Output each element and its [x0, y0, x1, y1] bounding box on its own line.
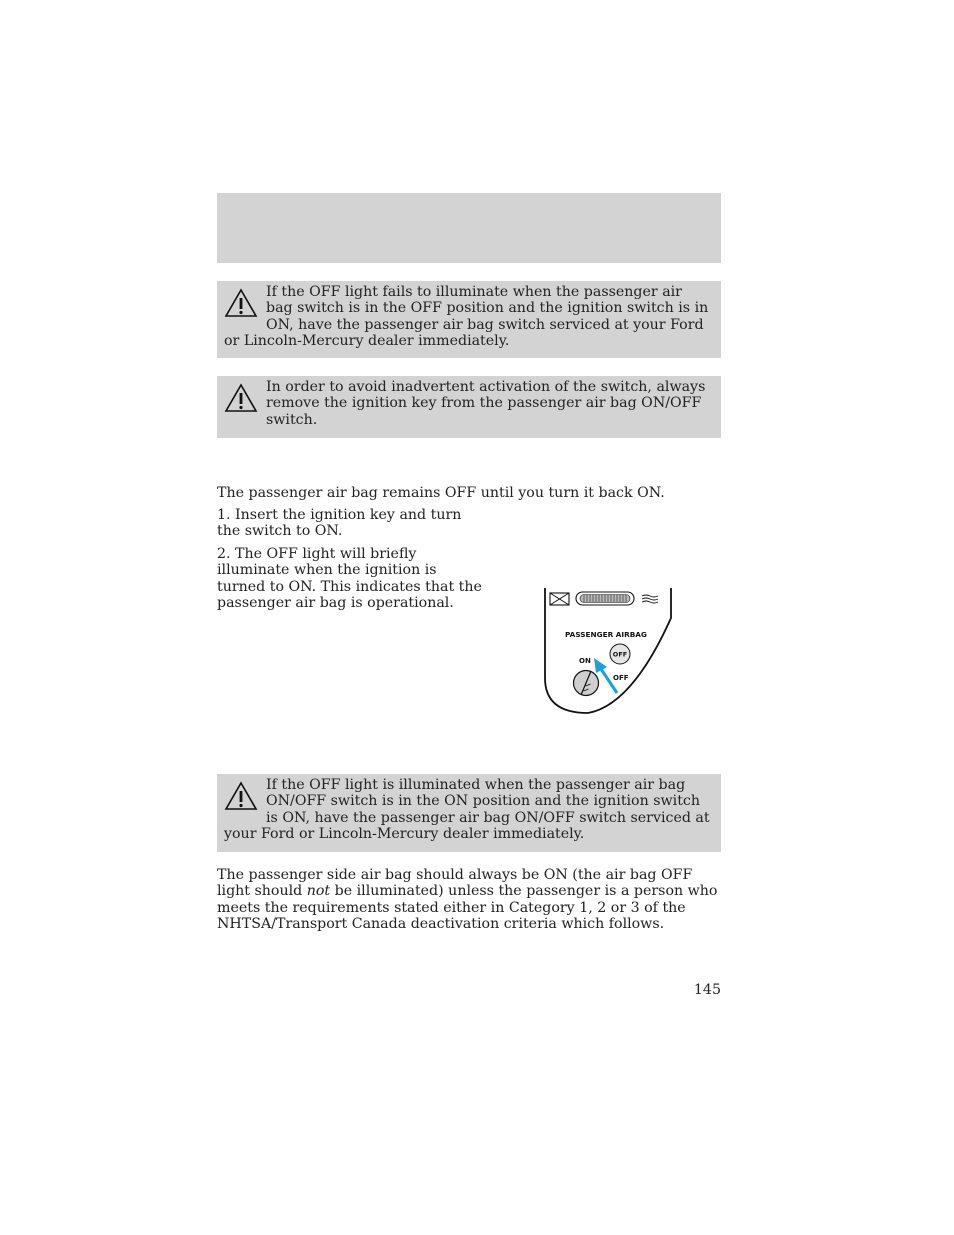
warning-box: [217, 376, 721, 438]
off-lamp-label: OFF: [612, 650, 628, 659]
key-switch-icon: [574, 671, 599, 696]
panel-label: PASSENGER AIRBAG: [565, 630, 647, 639]
intro-paragraph: The passenger air bag remains OFF until you turn it back ON.: [217, 485, 665, 501]
warning-text: If the OFF light fails to illuminate when the passenger air bag switch is in the OFF position and the ignition switch is in ON, have the passenger air bag switch serviced at your Ford or Lincoln-Mercury dealer immediately.: [224, 284, 709, 349]
thumbwheel-icon: [576, 592, 634, 605]
on-position-label: ON: [579, 657, 591, 665]
section-header-band: [217, 193, 721, 263]
air-bag-guidance-paragraph: The passenger side air bag should always be ON (the air bag OFF light should not be illuminated) unless the passenger is a person who meets the requirements stated either in Category 1, 2 or 3 of the NHTSA/Transport Canada deactivation criteria which follows.: [217, 867, 718, 932]
off-indicator-lamp: [610, 644, 630, 664]
warning-box: [217, 774, 721, 852]
warning-triangle-icon: [224, 383, 258, 413]
warning-triangle-icon: [224, 288, 258, 318]
page-number: 145: [693, 982, 721, 998]
off-position-label: OFF: [613, 674, 629, 682]
step-2: 2. The OFF light will briefly illuminate when the ignition is turned to ON. This indicates that the passenger air bag is operational.: [217, 546, 482, 611]
warning-text: In order to avoid inadvertent activation of the switch, always remove the ignition key from the passenger air bag ON/OFF switch.: [266, 379, 706, 428]
warning-triangle-icon: [224, 781, 258, 811]
airbag-switch-illustration: [540, 583, 680, 719]
emphasis-not: not: [306, 883, 331, 900]
passenger-icon: [550, 593, 569, 605]
switch-panel-outline: [545, 588, 671, 713]
step-1: 1. Insert the ignition key and turn the switch to ON.: [217, 507, 462, 540]
vent-icon: [642, 595, 658, 603]
warning-text: If the OFF light is illuminated when the passenger air bag ON/OFF switch is in the ON position and the ignition switch is ON, have the passenger air bag ON/OFF switch serviced at your Ford or Lincoln-Mercury dealer immediately.: [224, 777, 710, 842]
warning-box: [217, 281, 721, 358]
